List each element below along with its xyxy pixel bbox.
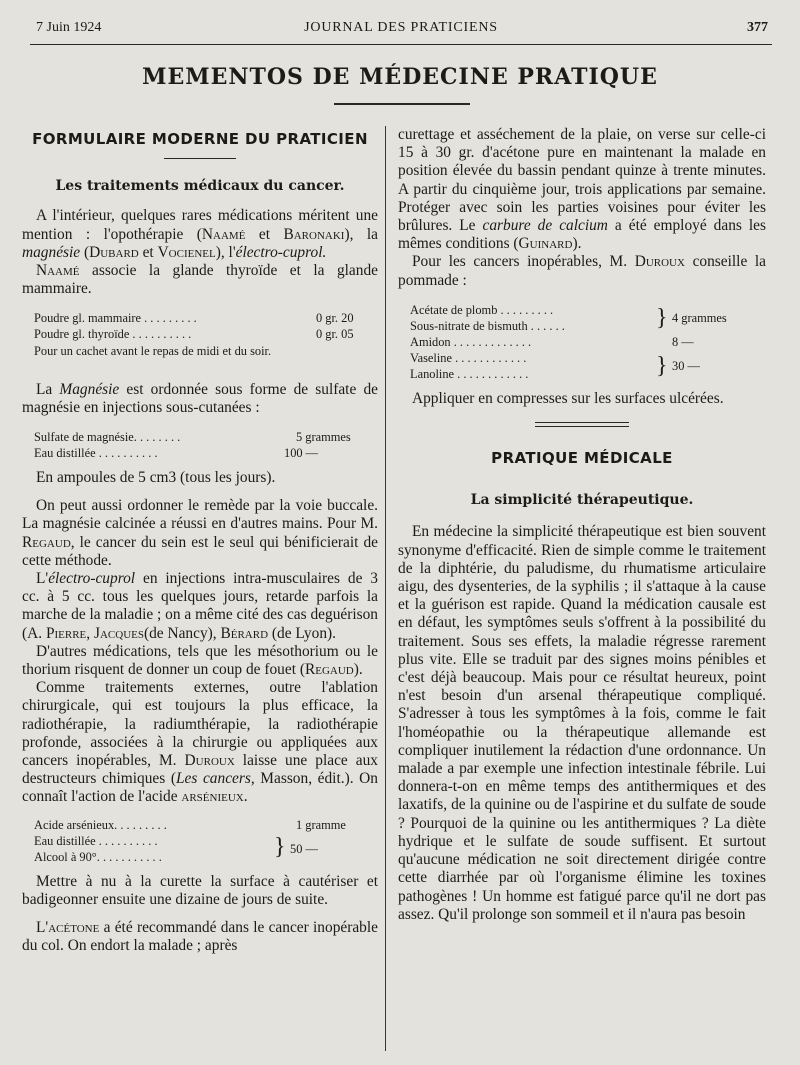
page-number: 377 (747, 20, 768, 35)
paragraph: curettage et asséchement de la plaie, on verse sur celle-ci 15 à 30 gr. d'acétone pure en maintenant la malade en position élevée du bassin pendant quinze à trente minutes. A partir du cinquième jour, trois applications par semaine. Protéger avec soin les parties voisines pour éviter les brûlures. Le carbure de calcium a été employé dans les mêmes conditions (Guinard). (398, 126, 766, 253)
paragraph: Pour les cancers inopérables, M. Duroux conseille la pommade : (398, 253, 766, 289)
section-rule (164, 158, 236, 159)
formula-line: Poudre gl. mammaire . . . . . . . . . 0 gr. 20 (34, 311, 354, 326)
journal-name: JOURNAL DES PRATICIENS (304, 20, 498, 35)
title-rule (334, 103, 470, 105)
formula-line: Acide arsénieux. . . . . . . . . 1 gramme (34, 817, 346, 832)
formula-pommade: Acétate de plomb . . . . . . . . . Sous-nitrate de bismuth . . . . . . } 4 grammes Amidon . . . . . . . . . . . . . 8 — Vaseline . . . . . . . . . . . . Lanoline . . . . . . . . . . . . } 30 — (410, 302, 766, 382)
paragraph: La Magnésie est ordonnée sous forme de sulfate de magnésie en injections sous-cutanées : (22, 380, 378, 416)
paragraph: D'autres médications, tels que les mésothorium ou le thorium risquent de donner un coup de fouet (Regaud). (22, 642, 378, 679)
right-column (398, 126, 766, 924)
paragraph: On peut aussi ordonner le remède par la voie buccale. La magnésie calcinée a réussi en d'autres mains. Pour M. Regaud, le cancer du sein est le seul qui bénificierait de cette méthode. (22, 497, 378, 569)
article-title-cancer: Les traitements médicaux du cancer. (55, 178, 345, 195)
article-title-simplicite: La simplicité thérapeutique. (470, 492, 694, 509)
paragraph: Mettre à nu à la curette la surface à cautériser et badigeonner ensuite une dizaine de jours de suite. (22, 872, 378, 908)
formula-note: Pour un cachet avant le repas de midi et du soir. (34, 344, 272, 359)
formula-line: Vaseline . . . . . . . . . . . . (410, 350, 527, 365)
paragraph: En ampoules de 5 cm3 (tous les jours). (36, 469, 276, 487)
paragraph: L'électro-cuprol en injections intra-musculaires de 3 cc. à 5 cc. tous les quelques jours, retarde parfois la marche de la maladie ; on a même cité des cas deguérison (A. Pierre, Jacques(de Nancy), Bérard (de Lyon). (22, 570, 378, 642)
formula-line: Sulfate de magnésie. . . . . . . . 5 grammes (34, 430, 351, 445)
brace-glyph: } (656, 304, 668, 331)
formula-injection (34, 429, 378, 461)
formula-line: Poudre gl. thyroïde . . . . . . . . . . 0 gr. 05 (34, 327, 354, 342)
formula-line: Acétate de plomb . . . . . . . . . (410, 302, 554, 317)
section-title-formulaire: FORMULAIRE MODERNE DU PRATICIEN (32, 130, 368, 148)
paragraph: Appliquer en compresses sur les surfaces ulcérées. (412, 389, 724, 407)
section-separator (535, 422, 629, 427)
formula-line: Lanoline . . . . . . . . . . . . (410, 366, 529, 381)
paragraph: Naamé associe la glande thyroïde et la glande mammaire. (22, 262, 378, 298)
page-title: MEMENTOS DE MÉDECINE PRATIQUE (142, 64, 658, 90)
formula-line: Eau distillée . . . . . . . . . . 100 — (34, 446, 319, 461)
left-column (22, 126, 378, 956)
formula-arsenic: Acide arsénieux. . . . . . . . . 1 gramme Eau distillée . . . . . . . . . . Alcool à 90°. . . . . . . . . . . } 50 — (34, 817, 378, 865)
paragraph: A l'intérieur, quelques rares médications méritent une mention : l'opothérapie (Naamé et Baronaki), la magnésie (Dubard et Vocienel), l'électro-cuprol. (22, 207, 378, 261)
brace-glyph: } (656, 352, 668, 379)
formula-line: Eau distillée . . . . . . . . . . (34, 833, 158, 848)
section-title-pratique: PRATIQUE MÉDICALE (491, 449, 673, 468)
paragraph: L'acétone a été recommandé dans le cancer inopérable du col. On endort la malade ; après (22, 919, 378, 955)
paragraph: Comme traitements externes, outre l'ablation chirurgicale, qui est toujours la plus efficace, la radiothérapie, la radiumthérapie, la radiothérapie profonde, associées à la chirurgie ou appliquées aux cancers inopérables, M. Duroux laisse une place aux destructeurs chimiques (Les cancers, Masson, édit.). On connaît l'action de l'acide arsénieux. (22, 679, 378, 806)
column-divider (385, 126, 386, 1051)
running-header (30, 18, 772, 45)
formula-cachet (34, 310, 378, 342)
formula-line: Amidon . . . . . . . . . . . . . 8 — (410, 334, 694, 349)
issue-date: 7 Juin 1924 (36, 20, 102, 35)
paragraph: En médecine la simplicité thérapeutique est bien souvent synonyme d'efficacité. Rien de simple comme le traitement de la diphtérie, du paludisme, du rhumatisme articulaire aigu, des dysenteries, de la syphilis ; il s'attaque à la cause et la guérison est rapide. Quand la médication causale est en défaut, les symptômes seuls s'offrent à la possibilité du traitement. Sous ses effets, la maladie régresse rarement plus vite. Elle se traduit par des signes moins pénibles et c'est déjà beaucoup. Mais pour ce résultat heureux, point n'est besoin d'un arsenal thérapeutique compliqué. S'adresser à tous les symptômes à la fois, comme le fait l'homéopathie ou la thérapeutique allemande est compliquer inutilement la rédaction d'une ordonnance. Un malade a par exemple une infection intestinale fébrile. Lui donnera-t-on en même temps des antithermiques et des laxatifs, de la quinine ou de l'aspirine et du sulfate de soude ? Pourquoi de la quinine ou les antithermiques ? La diète hydrique et le sulfate de soude suffisent. Et surtout qu'aucune médication ne soit directement dirigée contre cette diarrhée par où l'organisme élimine les toxines pathogènes ! Un homme est fatigué parce qu'il ne dort pas assez. Qu'il prolonge son sommeil et il n'aura pas besoin (398, 523, 766, 923)
formula-line: Alcool à 90°. . . . . . . . . . . (34, 849, 162, 864)
formula-line: Sous-nitrate de bismuth . . . . . . (410, 318, 565, 333)
brace-glyph: } (274, 833, 286, 860)
